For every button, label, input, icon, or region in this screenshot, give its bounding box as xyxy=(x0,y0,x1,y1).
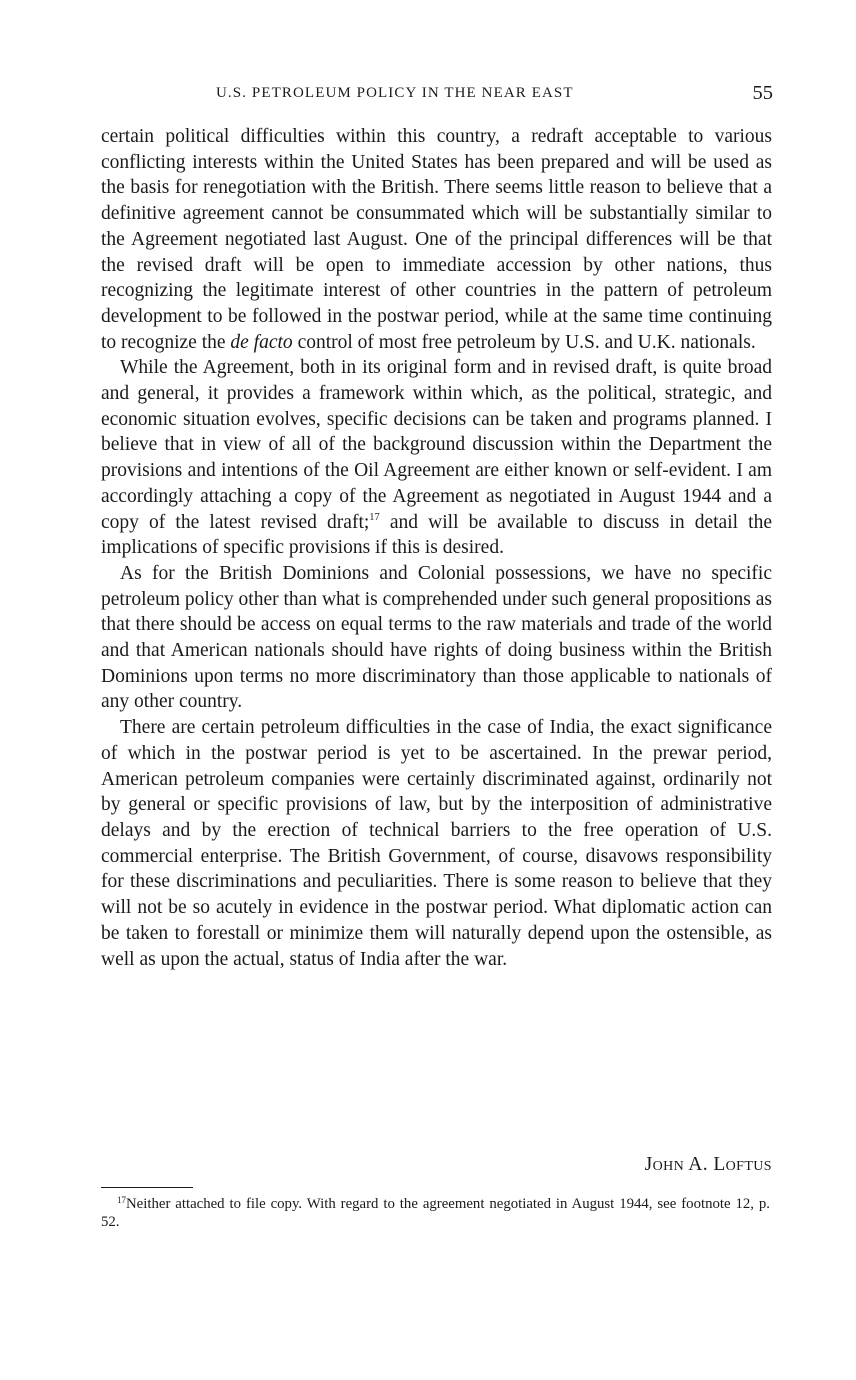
signature: John A. Loftus xyxy=(644,1154,772,1175)
paragraph-3: As for the British Dominions and Colonial possessions, we have no specific petroleum policy other than what is comprehended under such general propositions as that there should be access on equal terms to the raw materials and trade of the world and that American nationals should have rights of doing business within the British Dominions upon terms no more discriminatory than those applicable to nationals of any other country. xyxy=(101,562,772,713)
footnote-paragraph xyxy=(101,1196,770,1231)
paragraph-1 xyxy=(101,124,772,355)
footnote xyxy=(101,1196,770,1231)
paragraph-1-italic-term: de facto xyxy=(230,331,293,353)
footnote-divider xyxy=(101,1187,193,1188)
paragraph-2-text-a: While the Agreement, both in its original form and in revised draft, is quite broad and general, it provides a framework within which, as the political, strategic, and economic situation evolves, specific decisions can be taken and programs planned. I believe that in view of all of the background discussion within the Department the provisions and intentions of the Oil Agreement are either known or self-evident. I am accordingly attaching a copy of the Agreement as negotiated in August 1944 and a copy of the latest revised draft; xyxy=(101,357,772,533)
body-text xyxy=(101,124,772,972)
paragraph-4: There are certain petroleum difficulties in the case of India, the exact significance of which in the postwar period is yet to be ascertained. In the prewar period, American petroleum companies were certainly discriminated against, ordinarily not by general or specific provisions of law, but by the interposition of administrative delays and by the erection of technical barriers to the free operation of U.S. commercial enterprise. The British Government, of course, disavows responsibility for these discriminations and peculiarities. There is some reason to believe that they will not be so acutely in evidence in the postwar period. What diplomatic action can be taken to forestall or minimize them will naturally depend upon the ostensible, as well as upon the actual, status of India after the war. xyxy=(101,717,772,970)
paragraph-1-text-a: certain political difficulties within this country, a redraft acceptable to various conflicting interests within the United States has been prepared and will be used as the basis for renegotiation with the British. There seems little reason to believe that a definitive agreement cannot be consummated which will be substantially similar to the Agreement negotiated last August. One of the principal differences will be that the revised draft will be open to immediate accession by other nations, thus recognizing the legitimate interest of other countries in the pattern of petroleum development to be followed in the postwar period, while at the same time continuing to recognize the xyxy=(101,126,772,353)
paragraph-1-text-b: control of most free petroleum by U.S. and U.K. nationals. xyxy=(292,331,756,353)
paragraph-2 xyxy=(101,355,772,561)
footnote-reference: 17 xyxy=(369,511,380,523)
footnote-marker: 17 xyxy=(117,1195,126,1205)
paragraph-2-text-b: and will be available to discuss in detail the implications of specific provisions if this is desired. xyxy=(101,511,772,559)
running-title: U.S. PETROLEUM POLICY IN THE NEAR EAST xyxy=(216,85,574,101)
footnote-text: Neither attached to file copy. With regard to the agreement negotiated in August 1944, see footnote 12, p. 52. xyxy=(101,1196,770,1230)
running-head xyxy=(100,82,773,108)
page-number: 55 xyxy=(752,82,773,104)
